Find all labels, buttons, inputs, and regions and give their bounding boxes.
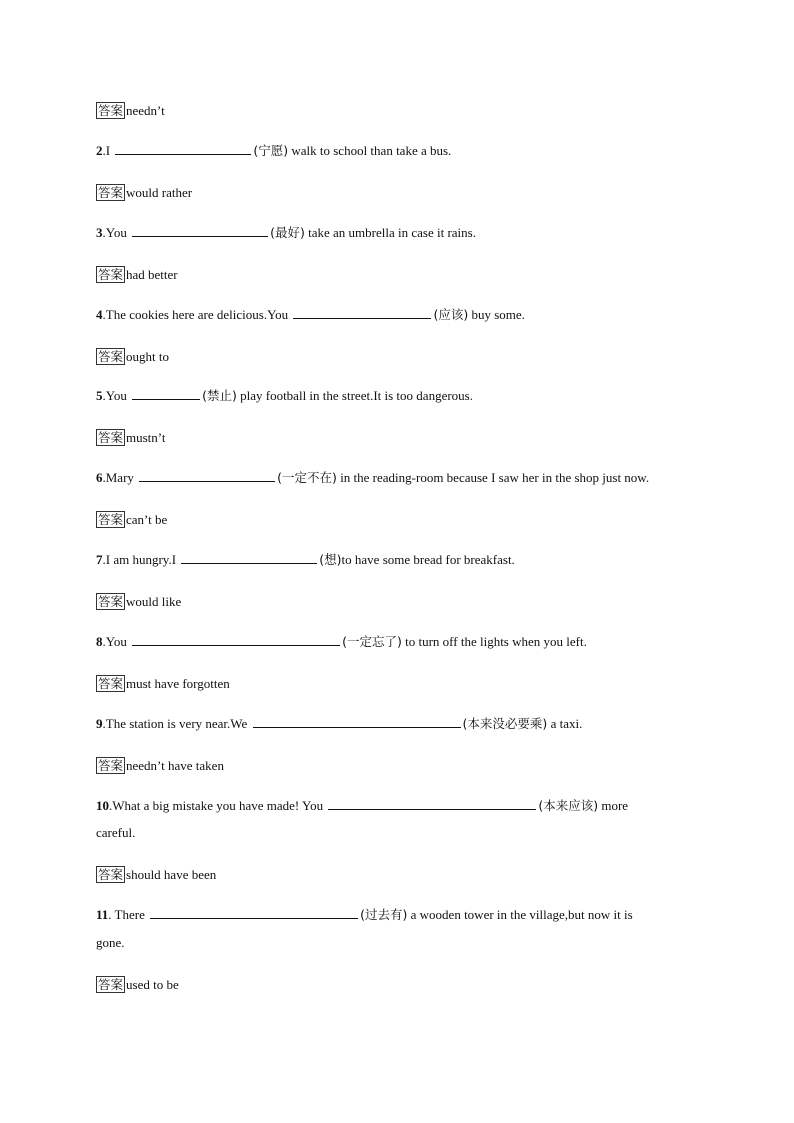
answer-badge: 答案	[98, 430, 124, 445]
question-number: 11	[96, 907, 109, 922]
answer-text: had better	[126, 267, 178, 282]
answer-blank[interactable]	[139, 470, 275, 482]
question-text: .Mary	[102, 470, 134, 485]
answer-text: mustn’t	[126, 430, 166, 445]
question-text: buy some.	[468, 307, 525, 322]
chinese-hint: (应该)	[433, 307, 469, 322]
answer-line-8	[96, 675, 230, 692]
answer-badge: 答案	[98, 594, 124, 609]
question-number: 2	[96, 143, 103, 158]
answer-text: must have forgotten	[126, 676, 230, 691]
question-text: gone.	[96, 935, 125, 950]
answer-text: would rather	[126, 185, 193, 200]
question-text: .You	[102, 225, 127, 240]
answer-blank[interactable]	[115, 143, 251, 155]
answer-blank[interactable]	[293, 307, 431, 319]
question-4	[96, 307, 525, 323]
answer-text: used to be	[126, 977, 179, 992]
answer-badge: 答案	[98, 867, 124, 882]
question-number: 5	[96, 388, 103, 403]
question-6	[96, 470, 649, 486]
question-10-continued	[96, 825, 135, 841]
answer-blank[interactable]	[132, 634, 340, 646]
question-text: . There	[108, 907, 145, 922]
answer-line-2	[96, 184, 192, 201]
answer-badge: 答案	[98, 267, 124, 282]
chinese-hint: (一定忘了)	[342, 634, 402, 649]
answer-badge: 答案	[98, 349, 124, 364]
answer-badge: 答案	[98, 977, 124, 992]
answer-blank[interactable]	[132, 388, 200, 400]
question-text: in the reading-room because I saw her in the shop just now.	[336, 470, 650, 485]
chinese-hint: (一定不在)	[277, 470, 337, 485]
answer-text: can’t be	[126, 512, 168, 527]
chinese-hint: (最好)	[270, 225, 305, 240]
question-text: a wooden tower in the village,but now it is	[407, 907, 633, 922]
answer-line-6	[96, 511, 167, 528]
chinese-hint: (想)	[319, 552, 342, 567]
answer-text: needn’t	[126, 103, 165, 118]
answer-blank[interactable]	[253, 716, 461, 728]
question-number: 4	[96, 307, 103, 322]
answer-badge: 答案	[98, 103, 124, 118]
answer-badge: 答案	[98, 185, 124, 200]
answer-blank[interactable]	[132, 225, 268, 237]
question-number: 3	[96, 225, 103, 240]
question-text: a taxi.	[547, 716, 583, 731]
question-text: .The station is very near.We	[102, 716, 248, 731]
chinese-hint: (本来没必要乘)	[462, 716, 548, 731]
answer-line-9	[96, 757, 224, 774]
question-11	[96, 907, 633, 923]
question-text: play football in the street.It is too dangerous.	[236, 388, 473, 403]
question-5	[96, 388, 473, 404]
answer-blank[interactable]	[181, 552, 317, 564]
answer-badge: 答案	[98, 758, 124, 773]
question-text: walk to school than take a bus.	[288, 143, 452, 158]
answer-badge: 答案	[98, 512, 124, 527]
question-text: .What a big mistake you have made! You	[109, 798, 324, 813]
chinese-hint: (本来应该)	[538, 798, 599, 813]
answer-text: ought to	[126, 349, 169, 364]
answer-text: needn’t have taken	[126, 758, 224, 773]
question-text: more	[598, 798, 629, 813]
question-8	[96, 634, 587, 650]
question-number: 7	[96, 552, 103, 567]
answer-blank[interactable]	[150, 907, 358, 919]
question-7	[96, 552, 515, 568]
answer-line-5	[96, 429, 166, 446]
question-2	[96, 143, 451, 159]
question-number: 6	[96, 470, 103, 485]
question-text: .I	[102, 143, 111, 158]
question-text: take an umbrella in case it rains.	[304, 225, 476, 240]
question-11-continued	[96, 935, 125, 951]
chinese-hint: (禁止)	[202, 388, 237, 403]
question-text: to turn off the lights when you left.	[401, 634, 587, 649]
answer-text: would like	[126, 594, 182, 609]
chinese-hint: (宁愿)	[253, 143, 289, 158]
answer-line-7	[96, 593, 181, 610]
question-number: 10	[96, 798, 109, 813]
answer-line-3	[96, 266, 178, 283]
answer-line-10	[96, 866, 216, 883]
answer-text: should have been	[126, 867, 217, 882]
question-9	[96, 716, 582, 732]
question-3	[96, 225, 476, 241]
answer-line-11	[96, 976, 179, 993]
question-number: 8	[96, 634, 103, 649]
question-10	[96, 798, 628, 814]
question-text: careful.	[96, 825, 136, 840]
chinese-hint: (过去有)	[360, 907, 408, 922]
question-text: .I am hungry.I	[102, 552, 177, 567]
answer-badge: 答案	[98, 676, 124, 691]
answer-line-1	[96, 102, 165, 119]
question-text: .You	[102, 388, 127, 403]
question-text: .You	[102, 634, 127, 649]
question-text: .The cookies here are delicious.You	[102, 307, 289, 322]
question-text: to have some bread for breakfast.	[341, 552, 515, 567]
question-number: 9	[96, 716, 103, 731]
answer-line-4	[96, 348, 169, 365]
answer-blank[interactable]	[328, 798, 536, 810]
